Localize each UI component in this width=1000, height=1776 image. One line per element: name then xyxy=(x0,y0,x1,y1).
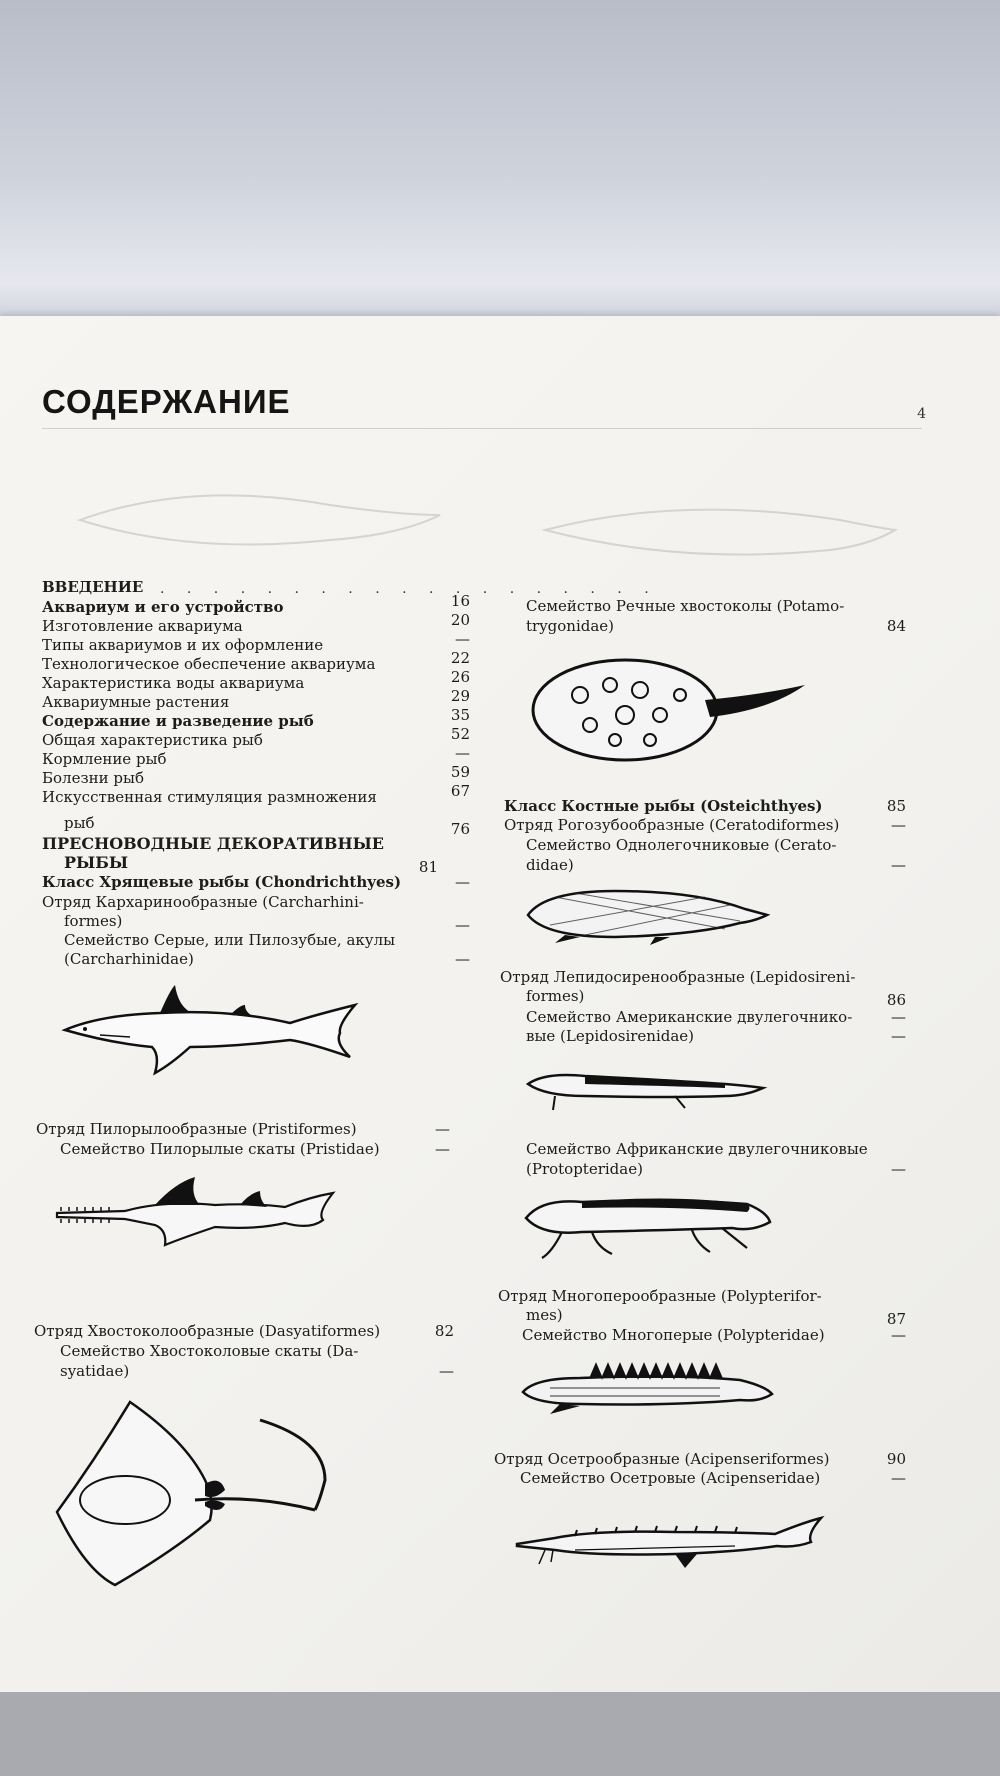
toc-page: 35 xyxy=(450,706,470,724)
toc-page: — xyxy=(435,1140,450,1158)
toc-page: — xyxy=(891,1160,906,1178)
divider xyxy=(42,428,922,429)
lepidosiren-illustration xyxy=(525,1066,765,1114)
toc-entry: Искусственная стимуляция размножения xyxy=(42,788,377,806)
toc-entry: Семейство Американские двулегочнико- xyxy=(526,1008,853,1026)
toc-page: 67 xyxy=(450,782,470,800)
toc-entry: Аквариум и его устройство xyxy=(42,598,284,616)
toc-entry: Отряд Кархаринообразные (Carcharhini- xyxy=(42,893,364,911)
toc-page: 22 xyxy=(450,649,470,667)
toc-entry: Отряд Лепидосиренообразные (Lepidosireni- xyxy=(500,968,856,986)
toc-entry: didae) xyxy=(526,856,574,874)
page-title: СОДЕРЖАНИЕ xyxy=(42,383,291,420)
toc-page: — xyxy=(439,1362,454,1380)
toc-entry: Семейство Однолегочниковые (Cerato- xyxy=(526,836,837,854)
toc-entry: РЫБЫ xyxy=(64,853,129,872)
toc-entry: Кормление рыб xyxy=(42,750,167,768)
toc-page: — xyxy=(891,856,906,874)
toc-entry: Семейство Серые, или Пилозубые, акулы xyxy=(64,931,396,949)
polypterus-illustration xyxy=(520,1358,775,1418)
toc-page: 90 xyxy=(886,1450,906,1468)
toc-page: — xyxy=(891,1469,906,1487)
toc-entry: Характеристика воды аквариума xyxy=(42,674,305,692)
sturgeon-illustration xyxy=(515,1514,825,1574)
toc-entry: Отряд Хвостоколообразные (Dasyatiformes) xyxy=(34,1322,381,1340)
toc-page: 16 xyxy=(450,592,470,610)
toc-entry: Класс Костные рыбы (Osteichthyes) xyxy=(504,797,823,815)
toc-entry: Типы аквариумов и их оформление xyxy=(42,636,324,654)
toc-entry: ПРЕСНОВОДНЫЕ ДЕКОРАТИВНЫЕ xyxy=(42,834,384,853)
toc-page: 59 xyxy=(450,763,470,781)
toc-entry: Болезни рыб xyxy=(42,769,144,787)
toc-entry: вые (Lepidosirenidae) xyxy=(526,1027,695,1045)
toc-entry: Изготовление аквариума xyxy=(42,617,243,635)
toc-entry: (Protopteridae) xyxy=(526,1160,643,1178)
toc-entry: рыб xyxy=(64,814,95,832)
toc-entry: formes) xyxy=(64,912,123,930)
toc-page: — xyxy=(455,916,470,934)
toc-page: 86 xyxy=(886,991,906,1009)
table-surface xyxy=(0,1692,1000,1776)
toc-entry: Отряд Пилорылообразные (Pristiformes) xyxy=(36,1120,357,1138)
toc-page: 82 xyxy=(434,1322,454,1340)
toc-page: 81 xyxy=(418,858,438,876)
toc-entry: Общая характеристика рыб xyxy=(42,731,263,749)
toc-entry: (Carcharhinidae) xyxy=(64,950,194,968)
toc-entry: Технологическое обеспечение аквариума xyxy=(42,655,376,673)
corner-mark: 4 xyxy=(917,406,926,422)
toc-entry: Аквариумные растения xyxy=(42,693,230,711)
toc-page: — xyxy=(891,1326,906,1344)
bleedthrough-fish-icon xyxy=(70,460,450,570)
toc-page: 76 xyxy=(450,820,470,838)
toc-entry: Отряд Рогозубообразные (Ceratodiformes) xyxy=(504,816,840,834)
toc-entry: mes) xyxy=(526,1306,563,1324)
toc-entry: Семейство Африканские двулегочниковые xyxy=(526,1140,868,1158)
toc-page: 84 xyxy=(886,617,906,635)
toc-entry: ВВЕДЕНИЕ xyxy=(42,578,144,596)
toc-entry: formes) xyxy=(526,987,585,1005)
toc-page: — xyxy=(455,630,470,648)
toc-entry: trygonidae) xyxy=(526,617,615,635)
toc-entry: Семейство Осетровые (Acipenseridae) xyxy=(520,1469,821,1487)
toc-page: — xyxy=(891,1027,906,1045)
stingray-illustration xyxy=(55,1400,335,1590)
toc-page: — xyxy=(435,1120,450,1138)
toc-page: 20 xyxy=(450,611,470,629)
lungfish-illustration xyxy=(525,885,770,945)
toc-page: — xyxy=(455,873,470,891)
shark-illustration xyxy=(60,985,370,1085)
bleedthrough-fish-icon xyxy=(540,490,900,570)
toc-page: 26 xyxy=(450,668,470,686)
toc-page: — xyxy=(455,950,470,968)
toc-entry: Семейство Пилорылые скаты (Pristidae) xyxy=(60,1140,380,1158)
toc-entry: Семейство Хвостоколовые скаты (Da- xyxy=(60,1342,359,1360)
toc-page: — xyxy=(891,1008,906,1026)
toc-page: 52 xyxy=(450,725,470,743)
toc-page: 85 xyxy=(886,797,906,815)
toc-entry: Отряд Осетрообразные (Acipenseriformes) xyxy=(494,1450,830,1468)
toc-entry: syatidae) xyxy=(60,1362,130,1380)
river-stingray-illustration xyxy=(530,655,810,765)
toc-entry: Семейство Речные хвостоколы (Potamo- xyxy=(526,597,845,615)
toc-entry: Класс Хрящевые рыбы (Chondrichthyes) xyxy=(42,873,402,891)
toc-page: — xyxy=(891,816,906,834)
protopterus-illustration xyxy=(522,1192,772,1262)
toc-entry: Содержание и разведение рыб xyxy=(42,712,314,730)
toc-entry: Семейство Многоперые (Polypteridae) xyxy=(522,1326,825,1344)
toc-page: 87 xyxy=(886,1310,906,1328)
toc-entry: Отряд Многоперообразные (Polypterifor- xyxy=(498,1287,822,1305)
sawfish-illustration xyxy=(55,1175,335,1255)
toc-page: — xyxy=(455,744,470,762)
toc-page: 29 xyxy=(450,687,470,705)
